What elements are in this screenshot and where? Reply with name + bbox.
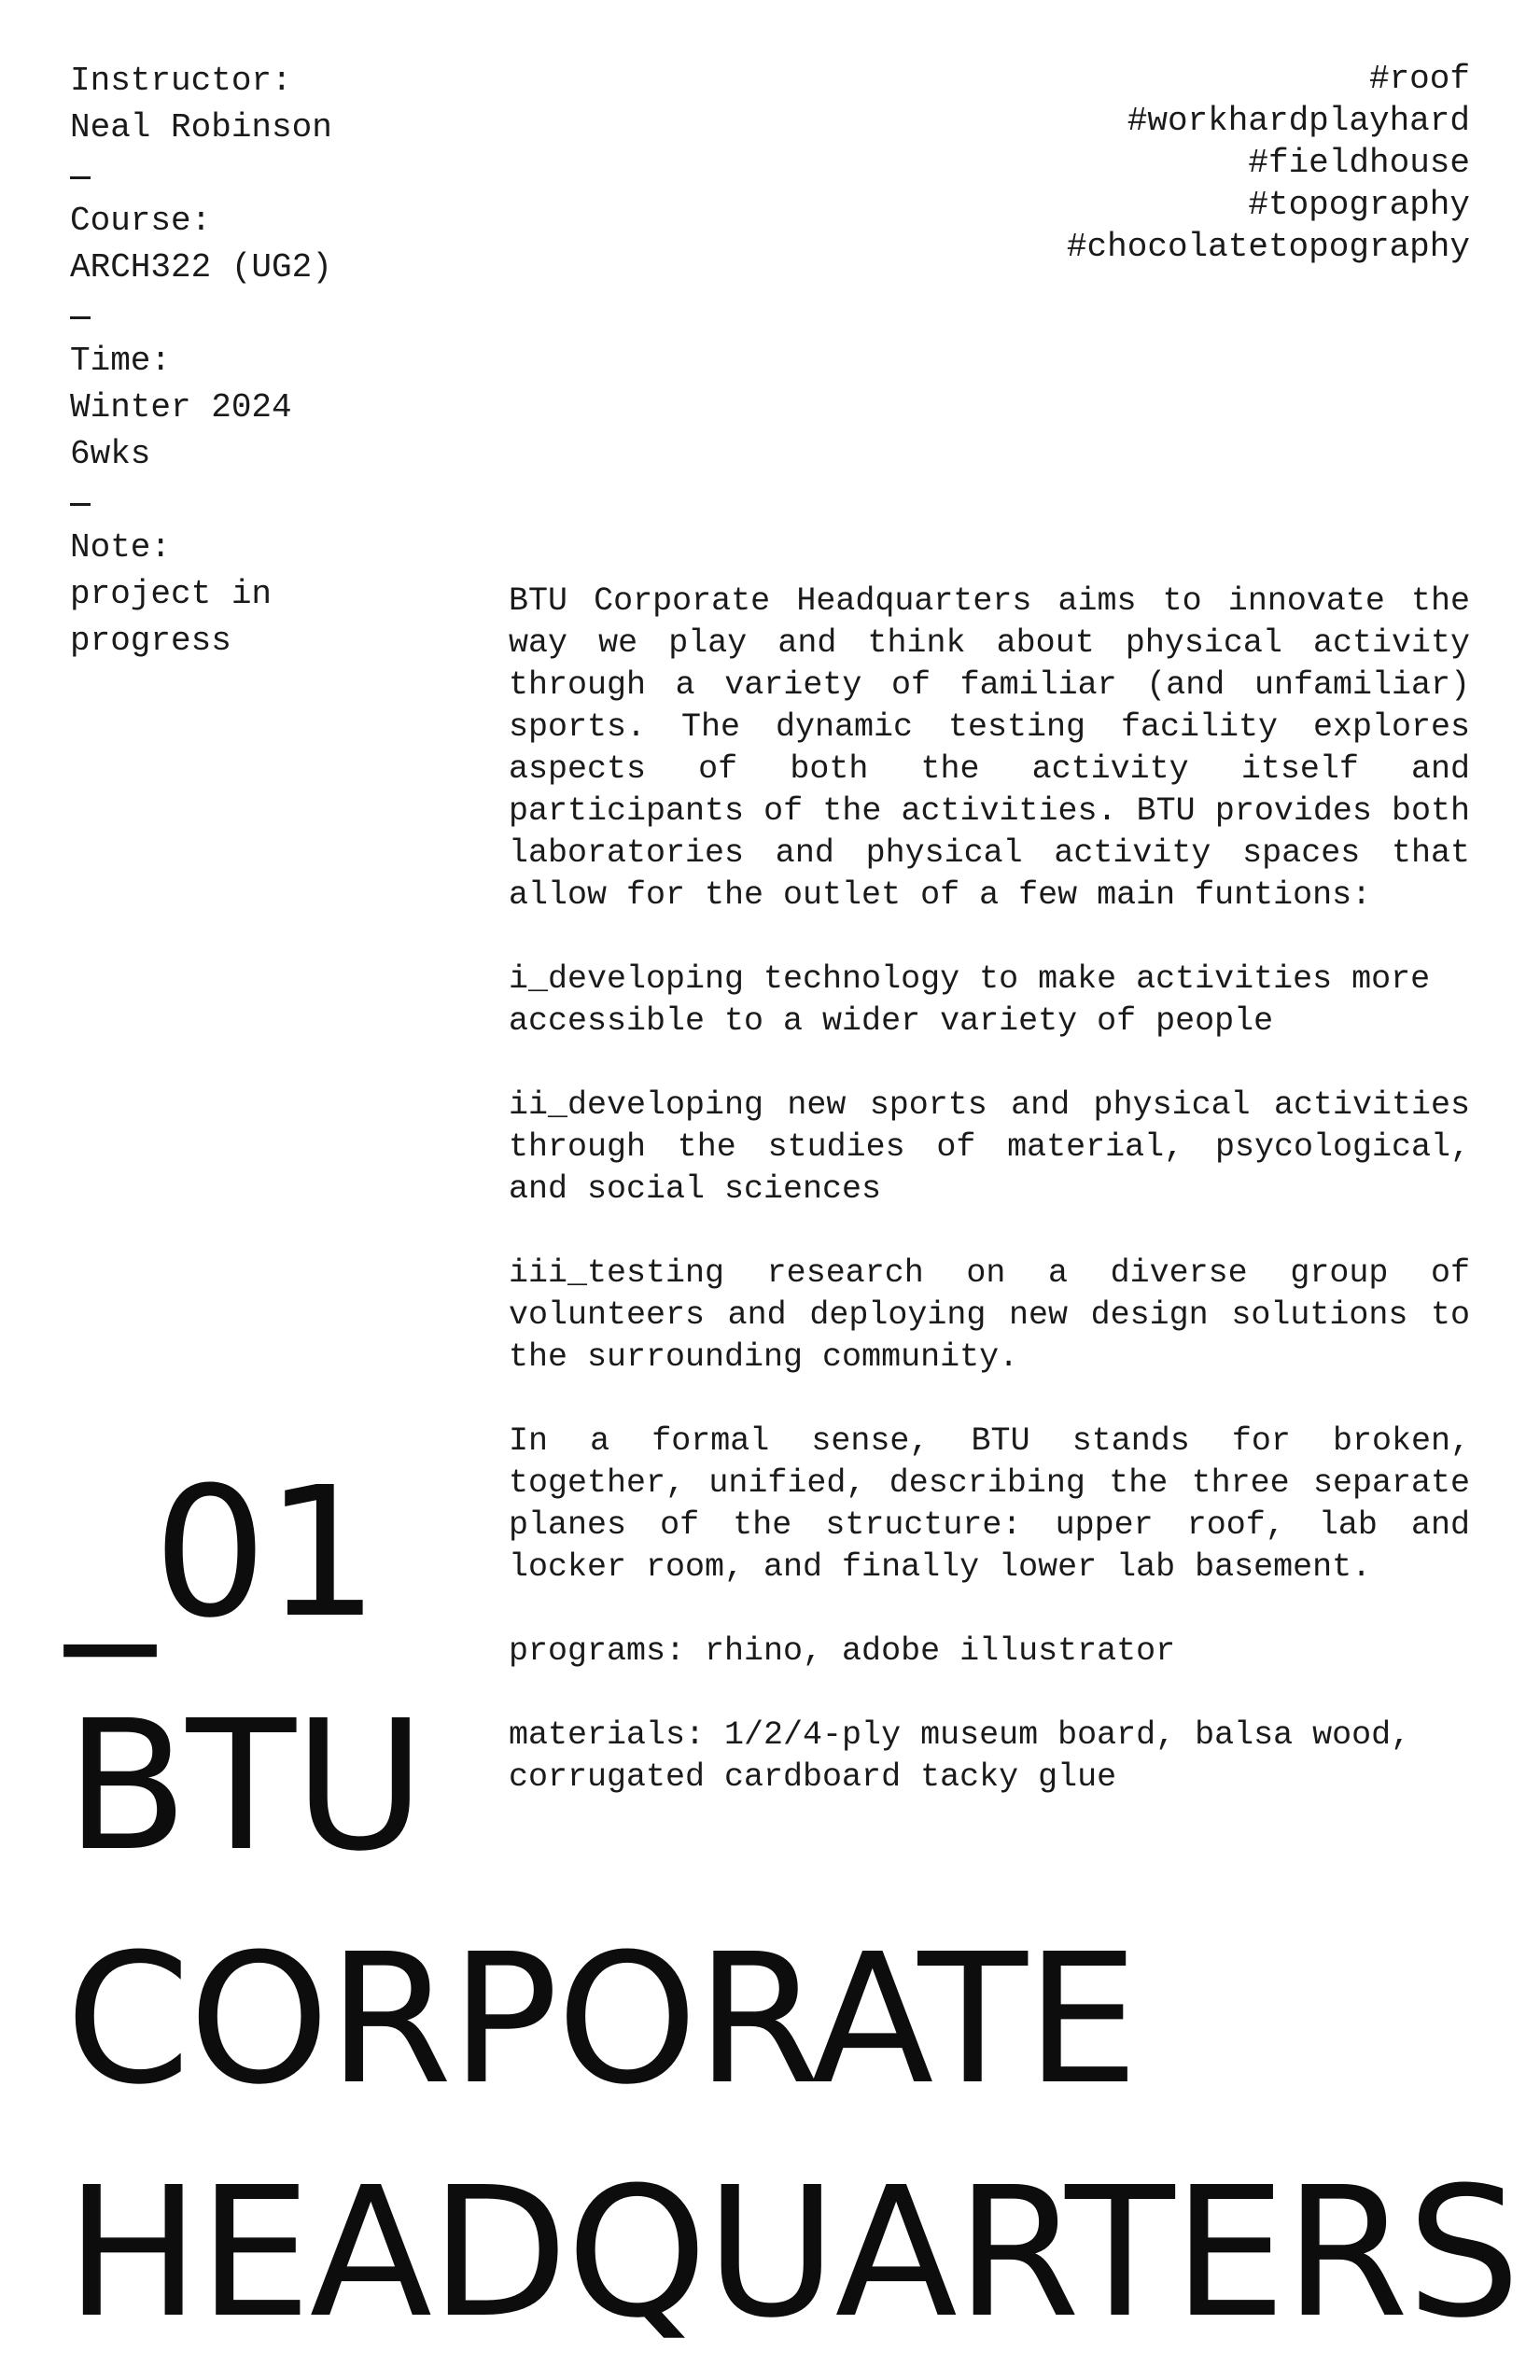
project-meta — [70, 58, 443, 665]
hashtag: #fieldhouse — [1248, 144, 1470, 182]
title-line: BTU — [65, 1683, 424, 1891]
separator — [70, 478, 443, 525]
title-line: CORPORATE — [65, 1916, 1138, 2124]
hashtag: #workhardplayhard — [1127, 102, 1470, 140]
hashtag-list — [817, 58, 1470, 268]
note-label: Note: — [70, 528, 172, 567]
time-block — [70, 338, 443, 478]
project-number: _01 — [65, 1449, 378, 1658]
time-season: Winter 2024 — [70, 388, 292, 427]
project-title — [65, 1437, 1519, 2371]
separator — [70, 151, 443, 198]
programs-line: programs: rhino, adobe illustrator — [509, 1632, 1176, 1670]
course-block — [70, 198, 443, 291]
hashtag: #chocolatetopography — [1066, 228, 1470, 266]
intro-paragraph: BTU Corporate Headquarters aims to innovate the way we play and think about physical activity through a variety of familiar (and unfamiliar) sports. The dynamic testing facility explores aspects of both the activity itself and participants of the activities. BTU provides both laboratories and physical activity spaces that allow for the outlet of a few main funtions: — [509, 582, 1470, 914]
note-block — [70, 525, 443, 665]
hashtag: #roof — [1368, 60, 1470, 98]
function-item: ii_developing new sports and physical activities through the studies of material, psycological, and social sciences — [509, 1086, 1470, 1208]
materials-line: materials: 1/2/4-ply museum board, balsa wood, corrugated cardboard tacky glue — [509, 1716, 1411, 1796]
title-line: HEADQUARTERS — [65, 2149, 1519, 2358]
time-duration: 6wks — [70, 435, 151, 473]
formal-paragraph: In a formal sense, BTU stands for broken, together, unified, describing the three separate planes of the structure: upper roof, lab and locker room, and finally lower lab basement. — [509, 1422, 1470, 1586]
instructor-name: Neal Robinson — [70, 108, 332, 147]
note-line: progress — [70, 622, 231, 660]
hashtag: #topography — [1248, 186, 1470, 224]
course-value: ARCH322 (UG2) — [70, 248, 332, 287]
separator — [70, 291, 443, 338]
function-item: i_developing technology to make activities more accessible to a wider variety of people — [509, 960, 1431, 1040]
instructor-block — [70, 58, 443, 151]
function-item: iii_testing research on a diverse group of volunteers and deploying new design solutions to the surrounding community. — [509, 1254, 1470, 1376]
instructor-label: Instructor: — [70, 62, 292, 100]
course-label: Course: — [70, 202, 212, 240]
time-label: Time: — [70, 342, 172, 380]
note-line: project in — [70, 575, 273, 613]
